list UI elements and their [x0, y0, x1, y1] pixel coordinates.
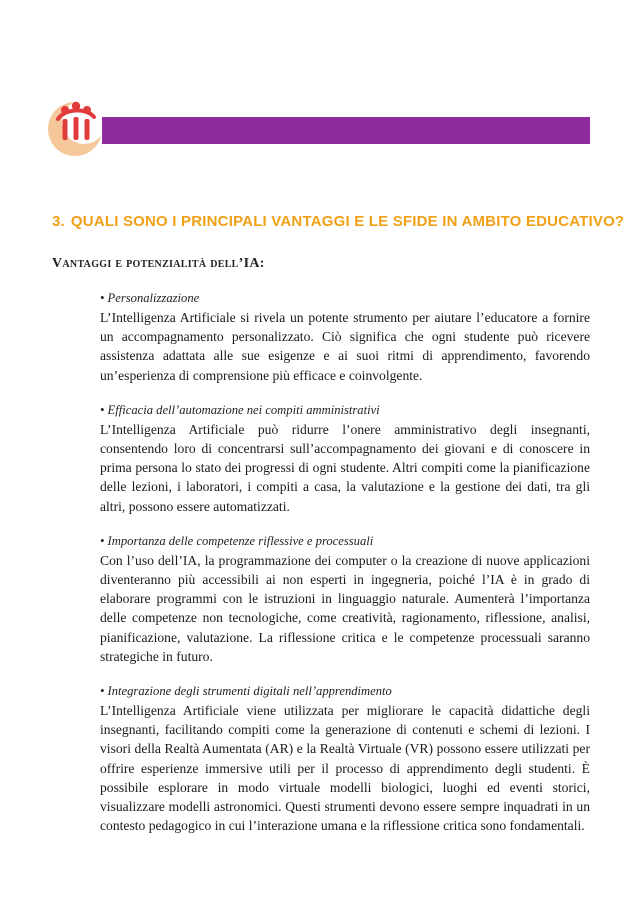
- section-heading: [52, 213, 625, 230]
- item-title: • Efficacia dell’automazione nei compiti amministrativi: [100, 402, 380, 417]
- item-title: • Personalizzazione: [100, 291, 200, 305]
- list-item-strumenti-digitali: [100, 682, 590, 835]
- item-title: • Importanza delle competenze riflessive e processuali: [100, 533, 374, 548]
- advantages-list: [100, 289, 590, 851]
- item-title: • Integrazione degli strumenti digitali nell’apprendimento: [100, 684, 392, 699]
- item-body: L’Intelligenza Artificiale viene utilizzata per migliorare le capacità didattiche degli insegnanti, facilitando compiti come la generazione di contenuti e schemi di lezioni. I visori della Realtà Aumentata (AR) e la Realtà Virtuale (VR) possono essere utilizzati per offrire esperienze immersive utili per il processo di apprendimento degli studenti. È possibile esplorare in modo virtuale modelli biologici, luoghi ed eventi storici, visualizzare modelli astronomici. Questi strumenti devono essere sempre inquadrati in un contesto pedagogico in cui l’interazione umana e la riflessione critica sono fondamentali.: [100, 703, 590, 834]
- header-band: [102, 117, 590, 144]
- section-title-text: QUALI SONO I PRINCIPALI VANTAGGI E LE SFIDE IN AMBITO EDUCATIVO?: [70, 213, 625, 230]
- organization-logo-icon: [44, 97, 106, 159]
- advantages-subheading: Vantaggi e potenzialità dell’IA:: [52, 256, 265, 271]
- list-item-automazione: [100, 401, 590, 516]
- item-body: Con l’uso dell’IA, la programmazione dei computer o la creazione di nuove applicazioni diventeranno più accessibili ai non esperti in ingegneria, poiché l’IA è in grado di elaborare programmi con le istruzioni in linguaggio naturale. Aumenterà l’importanza delle competenze non tecnologiche, come creatività, ragionamento, riflessione, analisi, pianificazione, valutazione. La riflessione critica e le competenze processuali saranno strategiche in futuro.: [100, 552, 590, 664]
- section-number: 3.: [52, 213, 65, 230]
- list-item-personalizzazione: [100, 289, 590, 385]
- item-body: L’Intelligenza Artificiale può ridurre l’onere amministrativo degli insegnanti, consentendo loro di concentrarsi sull’accompagnamento dei giovani e di conoscere in prima persona lo stato dei progressi di ogni studente. Altri compiti come la pianificazione delle lezioni, i laboratori, i compiti a casa, la valutazione e la gestione dei dati, tra gli altri, possono essere automatizzati.: [100, 421, 590, 514]
- item-body: L’Intelligenza Artificiale si rivela un potente strumento per aiutare l’educatore a fornire un accompagnamento personalizzato. Ciò significa che ogni studente può ricevere assistenza adattata alle sue esigenze e ai suoi ritmi di apprendimento, favorendo un’esperienza di comprensione più efficace e coinvolgente.: [100, 310, 590, 383]
- list-item-competenze: [100, 532, 590, 666]
